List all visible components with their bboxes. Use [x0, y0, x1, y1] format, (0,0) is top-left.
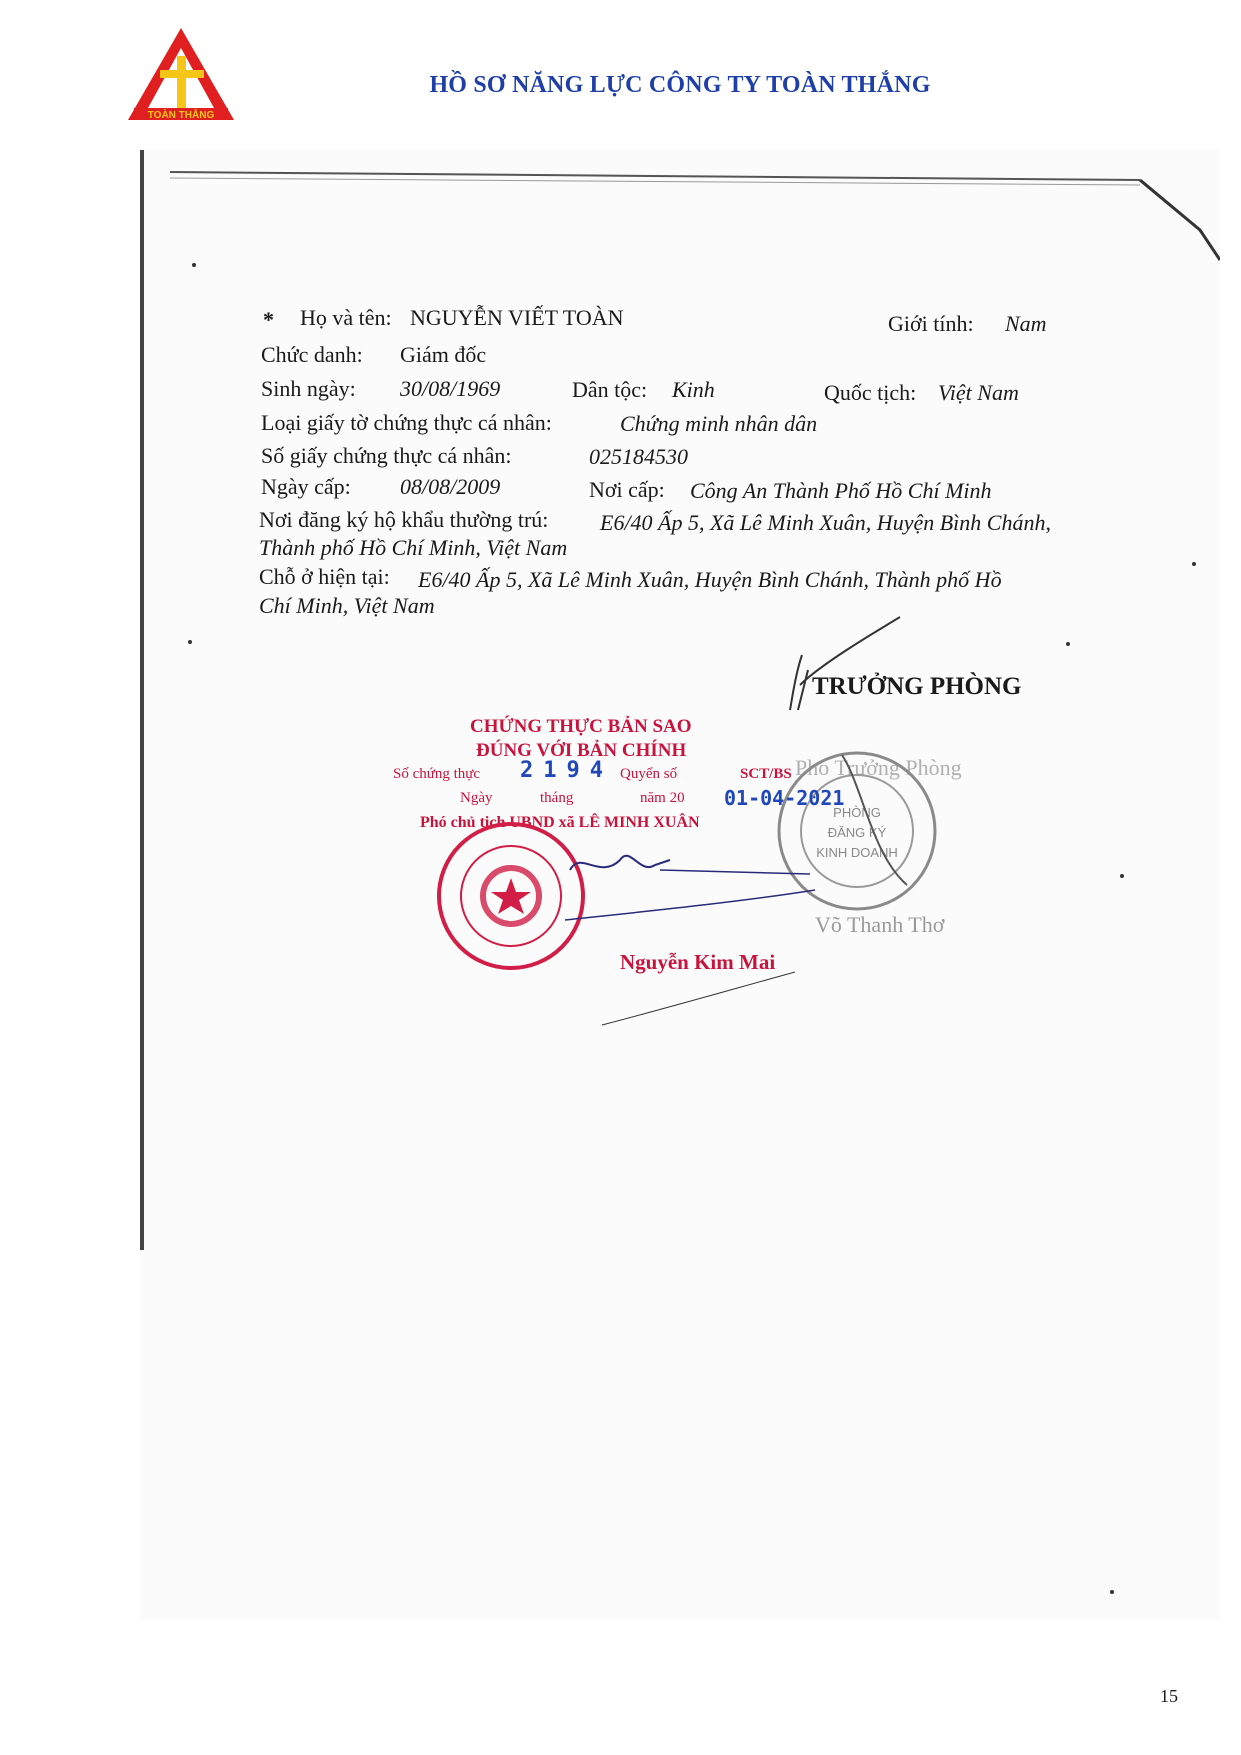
signature-title: TRƯỞNG PHÒNG	[812, 673, 1022, 700]
birth-label: Sinh ngày:	[261, 376, 356, 401]
gender-label: Giới tính:	[888, 311, 974, 336]
residence-line1: E6/40 Ấp 5, Xã Lê Minh Xuân, Huyện Bình Chánh,	[600, 510, 1051, 535]
ethnic-label: Dân tộc:	[572, 377, 648, 402]
ethnic-value: Kinh	[672, 377, 715, 402]
bullet: *	[263, 307, 274, 332]
residence-line2: Thành phố Hồ Chí Minh, Việt Nam	[259, 535, 568, 560]
deputy-title: Phó Trưởng Phòng	[795, 755, 962, 780]
pen-stroke	[600, 970, 800, 1030]
birth-value: 30/08/1969	[400, 376, 501, 401]
issue-place-label: Nơi cấp:	[589, 477, 665, 502]
gray-seal-line3: KINH DOANH	[816, 845, 898, 860]
company-logo-icon	[126, 26, 236, 122]
nationality-value: Việt Nam	[938, 380, 1019, 405]
cert-month-label: tháng	[540, 790, 574, 806]
nationality-label: Quốc tịch:	[824, 380, 917, 405]
gender-value: Nam	[1005, 311, 1047, 336]
cert-line2: ĐÚNG VỚI BẢN CHÍNH	[476, 740, 687, 761]
current-line1: E6/40 Ấp 5, Xã Lê Minh Xuân, Huyện Bình Chánh, Thành phố Hồ	[418, 567, 1002, 592]
issue-date-value: 08/08/2009	[400, 474, 501, 499]
issue-place-value: Công An Thành Phố Hồ Chí Minh	[690, 478, 992, 503]
cert-signer-name: Nguyễn Kim Mai	[620, 950, 776, 974]
idnum-value: 025184530	[589, 444, 688, 469]
idnum-label: Số giấy chứng thực cá nhân:	[261, 443, 512, 468]
page-title: HỒ SƠ NĂNG LỰC CÔNG TY TOÀN THẮNG	[429, 72, 931, 98]
logo-text: TOÀN THẮNG	[147, 110, 215, 121]
current-line2: Chí Minh, Việt Nam	[259, 593, 435, 618]
cert-number-value: 2194	[520, 758, 613, 783]
signature-mark-icon	[780, 615, 910, 715]
position-value: Giám đốc	[400, 342, 487, 367]
idtype-label: Loại giấy tờ chứng thực cá nhân:	[261, 410, 552, 435]
scan-edge	[140, 150, 144, 1250]
current-label: Chỗ ở hiện tại:	[259, 564, 390, 589]
page-number: 15	[1160, 1686, 1178, 1706]
issue-date-label: Ngày cấp:	[261, 474, 351, 499]
residence-label: Nơi đăng ký hộ khẩu thường trú:	[259, 507, 549, 532]
scan-top-edge	[140, 150, 1220, 300]
idtype-value: Chứng minh nhân dân	[620, 411, 818, 436]
cert-signature-icon	[560, 840, 820, 930]
cert-line1: CHỨNG THỰC BẢN SAO	[470, 716, 692, 737]
position-label: Chức danh:	[261, 342, 363, 367]
cert-book-suffix: SCT/BS	[740, 766, 792, 782]
cert-number-label: Số chứng thực	[393, 766, 481, 782]
cert-date-value: 01-04-2021	[724, 786, 845, 810]
deputy-name: Võ Thanh Thơ	[815, 912, 945, 937]
name-label: Họ và tên:	[300, 305, 392, 330]
cert-year-label: năm 20	[640, 790, 685, 806]
gray-seal-line2: ĐĂNG KÝ	[827, 825, 887, 840]
cert-book-label: Quyển số	[620, 766, 678, 782]
cert-date-label: Ngày	[460, 790, 493, 806]
cert-signer-title: Phó chủ tịch UBND xã LÊ MINH XUÂN	[420, 814, 700, 831]
name-value: NGUYỄN VIẾT TOÀN	[410, 305, 624, 330]
gray-seal-line1: PHÒNG	[833, 805, 881, 820]
